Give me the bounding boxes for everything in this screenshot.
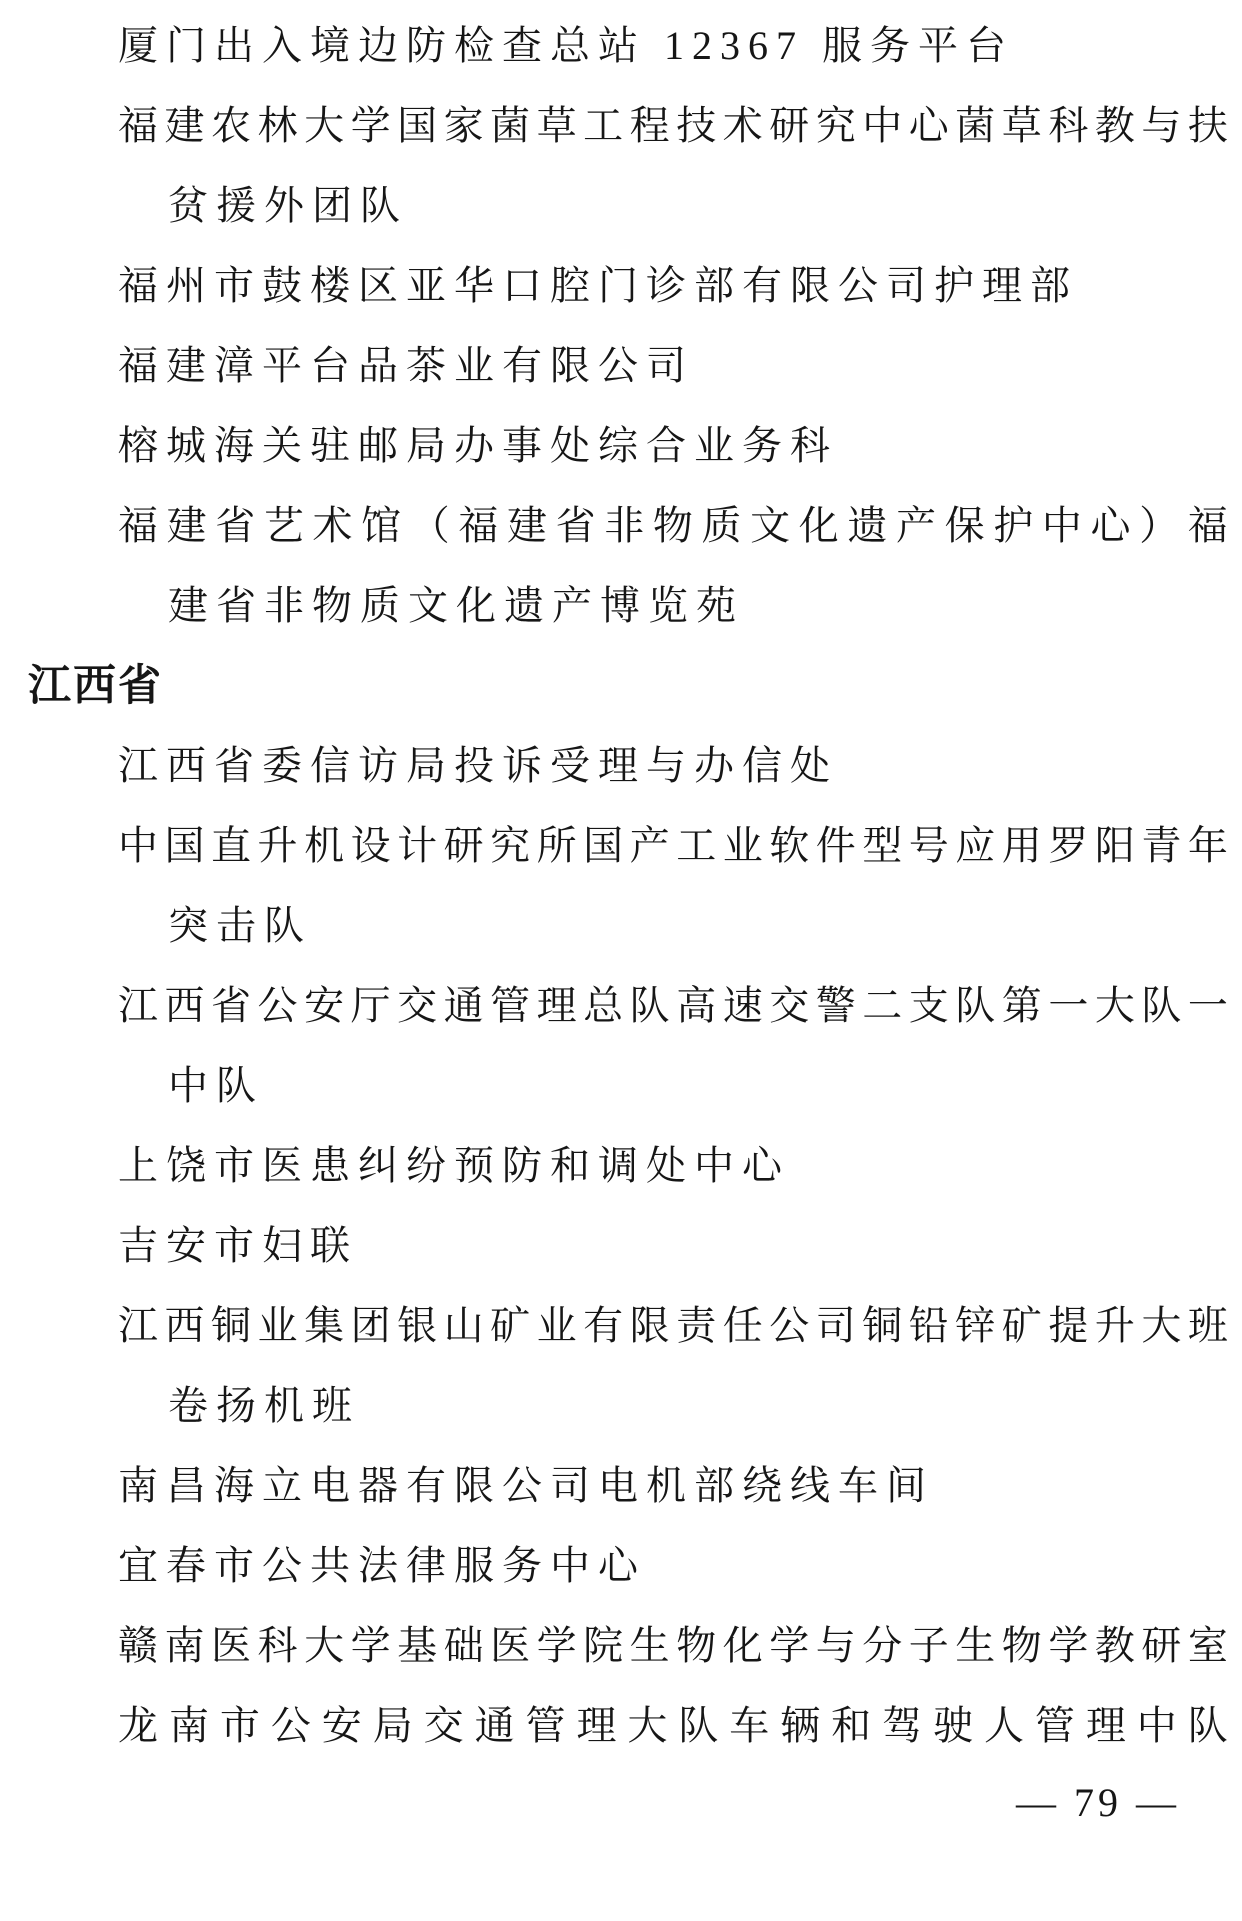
org-name-line: 贫援外团队: [168, 183, 408, 228]
org-name-line: 中队: [168, 1063, 264, 1108]
page-number: — 79 —: [1016, 1780, 1180, 1825]
org-name-line: 福 建 农 林 大 学 国 家 菌 草 工 程 技 术 研 究 中 心 菌 草 科 教 与 扶: [118, 103, 1228, 148]
org-name-line: 榕城海关驻邮局办事处综合业务科: [118, 423, 838, 468]
org-name-line: 福 建 省 艺 术 馆 （ 福 建 省 非 物 质 文 化 遗 产 保 护 中 心 ） 福: [118, 503, 1228, 548]
org-name-line: 突击队: [168, 903, 312, 948]
org-name-line: 赣 南 医 科 大 学 基 础 医 学 院 生 物 化 学 与 分 子 生 物 学 教 研 室: [118, 1623, 1228, 1668]
province-header: 江西省: [28, 662, 163, 710]
org-name-line: 福建漳平台品茶业有限公司: [118, 343, 694, 388]
org-name-line: 卷扬机班: [168, 1383, 360, 1428]
org-name-line: 江西省委信访局投诉受理与办信处: [118, 743, 838, 788]
org-name-line: 南昌海立电器有限公司电机部绕线车间: [118, 1463, 934, 1508]
org-list: [0, 6, 1242, 1766]
org-name-line: 厦门出入境边防检查总站 12367 服务平台: [118, 23, 1014, 68]
org-name-line: 建省非物质文化遗产博览苑: [168, 583, 744, 628]
org-name-line: 宜春市公共法律服务中心: [118, 1543, 646, 1588]
org-name-line: 中 国 直 升 机 设 计 研 究 所 国 产 工 业 软 件 型 号 应 用 罗 阳 青 年: [118, 823, 1228, 868]
org-name-line: 上饶市医患纠纷预防和调处中心: [118, 1143, 790, 1188]
org-name-line: 江 西 省 公 安 厅 交 通 管 理 总 队 高 速 交 警 二 支 队 第 一 大 队 一: [118, 983, 1228, 1028]
org-name-line: 吉安市妇联: [118, 1223, 358, 1268]
org-name-line: 福州市鼓楼区亚华口腔门诊部有限公司护理部: [118, 263, 1078, 308]
org-name-line: 龙 南 市 公 安 局 交 通 管 理 大 队 车 辆 和 驾 驶 人 管 理 中 队: [118, 1703, 1228, 1748]
org-name-line: 江 西 铜 业 集 团 银 山 矿 业 有 限 责 任 公 司 铜 铅 锌 矿 提 升 大 班: [118, 1303, 1228, 1348]
